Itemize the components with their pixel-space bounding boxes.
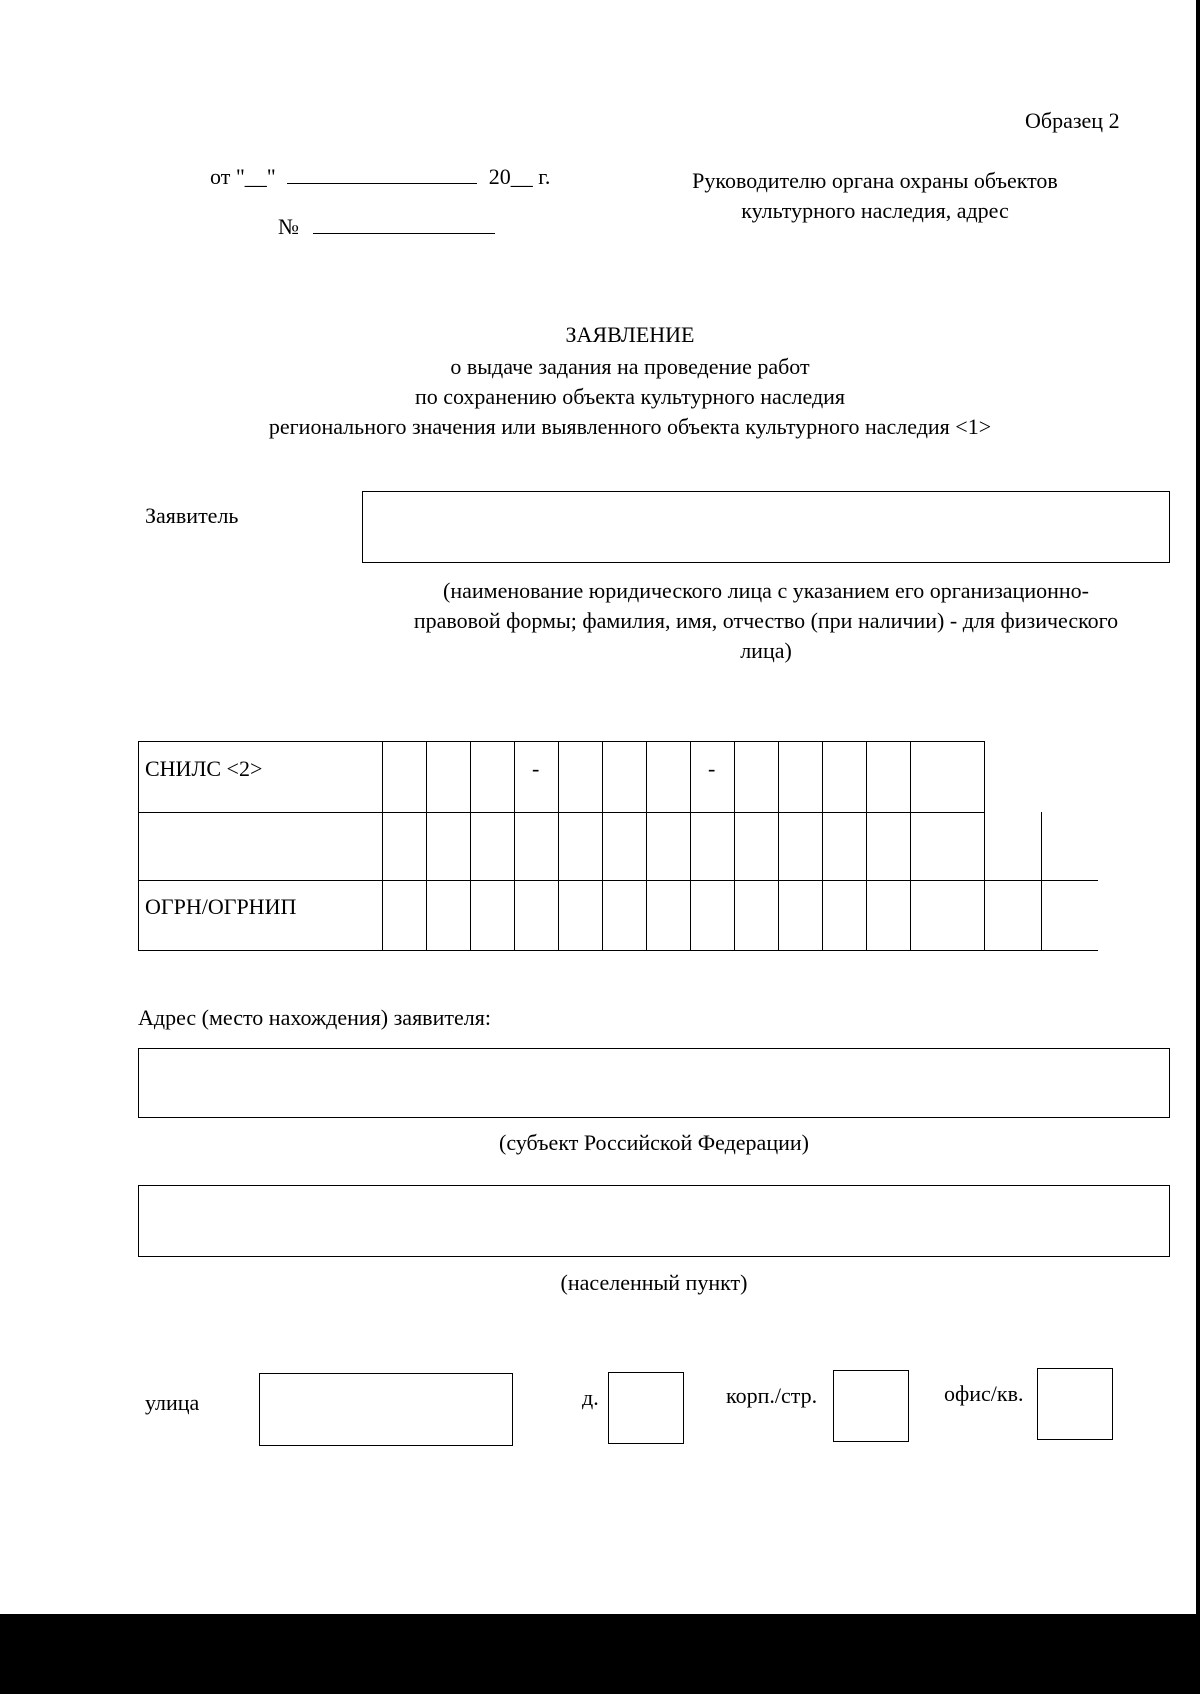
title-line2: по сохранению объекта культурного наследия <box>414 384 846 409</box>
date-year: 20__ г. <box>488 164 551 189</box>
table-col-line <box>734 741 735 950</box>
table-left-edge <box>138 741 139 950</box>
applicant-label: Заявитель <box>145 503 239 528</box>
address-label: Адрес (место нахождения) заявителя: <box>138 1005 491 1030</box>
region-input[interactable] <box>138 1048 1170 1118</box>
table-col-line <box>822 741 823 950</box>
number-label: № <box>278 214 299 239</box>
table-col-line <box>984 741 985 950</box>
addressee-line2: культурного наследия, адрес <box>741 198 1009 223</box>
locality-hint: (населенный пункт) <box>560 1270 748 1295</box>
table-col-line <box>514 741 515 950</box>
date-prefix: от "__" <box>210 164 276 189</box>
building-input[interactable] <box>833 1370 909 1442</box>
table-middle-line <box>138 812 984 813</box>
title-line3: регионального значения или выявленного объекта культурного наследия <1> <box>268 414 992 439</box>
table-col-line <box>382 741 383 950</box>
table-col-line <box>602 741 603 950</box>
addressee-line1: Руководителю органа охраны объектов <box>692 168 1058 193</box>
ogrn-label: ОГРН/ОГРНИП <box>145 894 297 919</box>
table-ogrn-top-line <box>138 880 1098 881</box>
snils-dash-2: - <box>708 756 716 781</box>
number-line <box>278 214 495 240</box>
scan-bottom-edge <box>0 1614 1200 1694</box>
applicant-hint-line1: (наименование юридического лица с указанием его организационно- <box>443 578 1089 603</box>
office-input[interactable] <box>1037 1368 1113 1440</box>
table-col-line <box>690 741 691 950</box>
table-col-line <box>910 741 911 950</box>
region-hint: (субъект Российской Федерации) <box>499 1130 809 1155</box>
table-col-line <box>778 741 779 950</box>
number-field[interactable] <box>313 215 495 234</box>
house-label: д. <box>582 1385 599 1410</box>
table-top-line <box>138 741 984 742</box>
sample-label: Образец 2 <box>1025 108 1120 133</box>
table-col-line <box>866 741 867 950</box>
title-line1: о выдаче задания на проведение работ <box>450 354 810 379</box>
table-col-line <box>558 741 559 950</box>
snils-dash-1: - <box>532 756 540 781</box>
table-col-line <box>426 741 427 950</box>
table-bottom-line <box>138 950 1098 951</box>
street-input[interactable] <box>259 1373 513 1446</box>
street-label: улица <box>145 1390 200 1415</box>
office-label: офис/кв. <box>944 1381 1024 1406</box>
table-col-line <box>1041 812 1042 950</box>
building-label: корп./стр. <box>726 1383 818 1408</box>
table-col-line <box>470 741 471 950</box>
document-title: ЗАЯВЛЕНИЕ <box>565 322 695 347</box>
applicant-hint-line2: правовой формы; фамилия, имя, отчество (при наличии) - для физического <box>413 608 1119 633</box>
table-col-line <box>646 741 647 950</box>
snils-label: СНИЛС <2> <box>145 756 263 781</box>
house-input[interactable] <box>608 1372 684 1444</box>
date-line <box>210 164 550 190</box>
date-month-field[interactable] <box>287 165 477 184</box>
applicant-input[interactable] <box>362 491 1170 563</box>
locality-input[interactable] <box>138 1185 1170 1257</box>
applicant-hint-line3: лица) <box>740 638 792 663</box>
scan-right-edge <box>1196 0 1200 1694</box>
